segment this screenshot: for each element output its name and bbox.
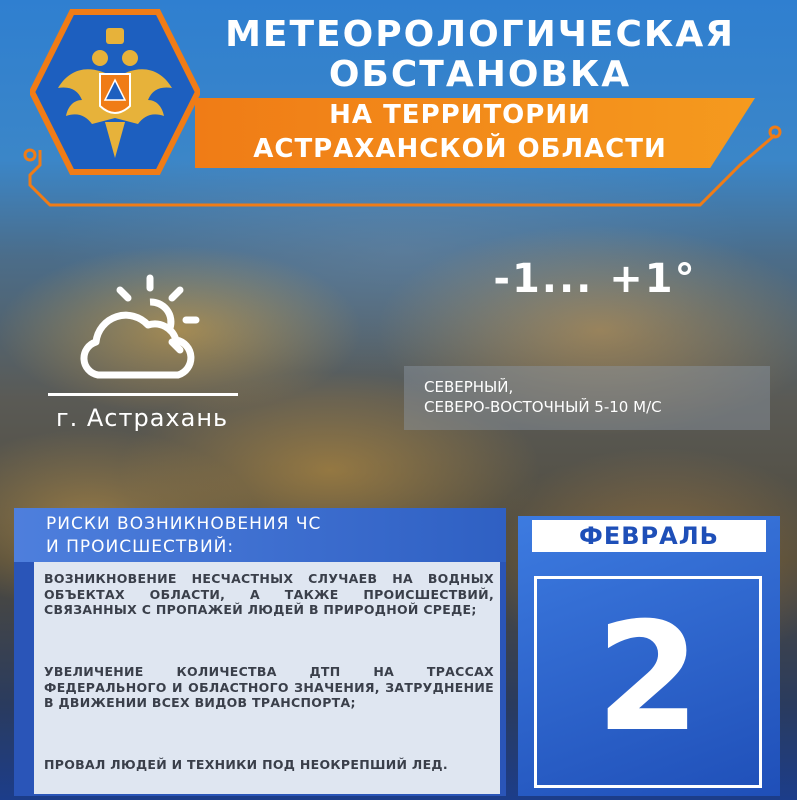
risks-heading-line-1: РИСКИ ВОЗНИКНОВЕНИЯ ЧС xyxy=(46,514,322,534)
page-title-line-2: ОБСТАНОВКА xyxy=(328,54,632,95)
wind-line-2: СЕВЕРО-ВОСТОЧНЫЙ 5-10 М/С xyxy=(424,398,662,416)
subtitle-line-2: АСТРАХАНСКОЙ ОБЛАСТИ xyxy=(253,134,667,164)
risk-item: ВОЗНИКНОВЕНИЕ НЕСЧАСТНЫХ СЛУЧАЕВ НА ВОДНЫХ ОБЪЕКТАХ ОБЛАСТИ, А ТАКЖЕ ПРОИСШЕСТВИЙ, СВЯЗАННЫХ С ПРОПАЖЕЙ ЛЮДЕЙ В ПРИРОДНОЙ СРЕДЕ; xyxy=(44,571,494,617)
risks-heading-line-2: И ПРОИСШЕСТВИЙ: xyxy=(46,537,235,557)
partly-cloudy-icon xyxy=(78,270,218,385)
day-number: 2 xyxy=(595,591,701,765)
subtitle-line-1: НА ТЕРРИТОРИИ xyxy=(329,100,591,130)
wind-line-1: СЕВЕРНЫЙ, xyxy=(424,378,514,396)
temperature: -1... +1° xyxy=(493,256,697,302)
page-title-line-1: МЕТЕОРОЛОГИЧЕСКАЯ xyxy=(225,14,735,55)
risk-item: ПРОВАЛ ЛЮДЕЙ И ТЕХНИКИ ПОД НЕОКРЕПШИЙ ЛЕД. xyxy=(44,757,448,772)
city-underline xyxy=(48,393,238,396)
city-name: г. Астрахань xyxy=(56,404,229,432)
month-label: ФЕВРАЛЬ xyxy=(579,522,719,550)
risk-item: УВЕЛИЧЕНИЕ КОЛИЧЕСТВА ДТП НА ТРАССАХ ФЕДЕРАЛЬНОГО И ОБЛАСТНОГО ЗНАЧЕНИЯ, ЗАТРУДНЕНИЕ В ДВИЖЕНИИ ВСЕХ ВИДОВ ТРАНСПОРТА; xyxy=(44,664,494,710)
